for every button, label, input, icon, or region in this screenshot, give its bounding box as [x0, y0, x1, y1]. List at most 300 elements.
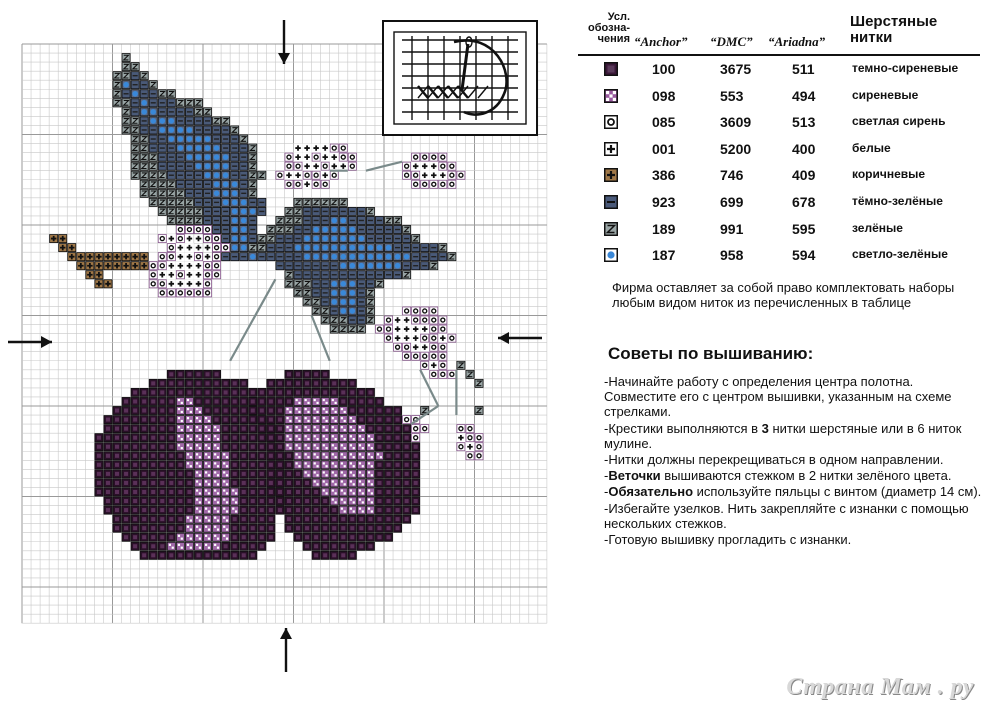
- stitch-cell: [258, 497, 266, 505]
- stitch-cell: [285, 379, 293, 387]
- stitch-cell: [158, 551, 166, 559]
- stitch-cell: [312, 407, 320, 415]
- stitch-cell: [185, 379, 193, 387]
- stitch-cell: [222, 397, 230, 405]
- stitch-cell: [204, 488, 212, 496]
- stitch-cell: [86, 271, 94, 279]
- stitch-cell: [403, 262, 411, 270]
- stitch-cell: [194, 542, 202, 550]
- stitch-cell: [475, 407, 483, 415]
- stitch-cell: [403, 316, 411, 324]
- legend-anchor-code: 189: [652, 220, 676, 237]
- stitch-cell: [249, 216, 257, 224]
- stitch-cell: [185, 497, 193, 505]
- stitch-cell: [357, 479, 365, 487]
- stitch-cell: [385, 416, 393, 424]
- stitch-cell: [167, 407, 175, 415]
- stitch-cell: [204, 189, 212, 197]
- stitch-cell: [131, 72, 139, 80]
- stitch-cell: [385, 253, 393, 261]
- stitch-cell: [385, 515, 393, 523]
- stitch-cell: [412, 506, 420, 514]
- stitch-cell: [122, 515, 130, 523]
- stitch-cell: [222, 126, 230, 134]
- stitch-cell: [158, 524, 166, 532]
- stitch-cell: [149, 108, 157, 116]
- stitch-cell: [104, 461, 112, 469]
- stitch-cell: [357, 434, 365, 442]
- stitch-cell: [394, 443, 402, 451]
- stitch-cell: [312, 379, 320, 387]
- stitch-cell: [294, 144, 302, 152]
- stitch-cell: [330, 434, 338, 442]
- stitch-cell: [213, 551, 221, 559]
- stitch-cell: [222, 533, 230, 541]
- stitch-cell: [231, 135, 239, 143]
- stitch-cell: [448, 334, 456, 342]
- stitch-cell: [312, 370, 320, 378]
- stitch-cell: [303, 452, 311, 460]
- stitch-cell: [213, 388, 221, 396]
- stitch-cell: [303, 226, 311, 234]
- stitch-cell: [140, 162, 148, 170]
- stitch-cell: [285, 171, 293, 179]
- stitch-cell: [113, 461, 121, 469]
- stitch-cell: [131, 81, 139, 89]
- stitch-cell: [204, 524, 212, 532]
- stitch-cell: [222, 497, 230, 505]
- legend-row: [572, 219, 982, 245]
- stitch-cell: [276, 452, 284, 460]
- stitch-cell: [249, 497, 257, 505]
- legend-anchor-code: 923: [652, 194, 676, 210]
- stitch-cell: [321, 452, 329, 460]
- stitch-cell: [158, 198, 166, 206]
- stitch-cell: [357, 506, 365, 514]
- stitch-cell: [167, 434, 175, 442]
- legend-color-name: светло-зелёные: [852, 247, 948, 262]
- stitch-cell: [385, 452, 393, 460]
- stitch-cell: [330, 171, 338, 179]
- stitch-cell: [222, 425, 230, 433]
- stitch-cell: [330, 461, 338, 469]
- stitch-cell: [412, 488, 420, 496]
- stitch-cell: [204, 542, 212, 550]
- stitch-cell: [267, 443, 275, 451]
- stitch-cell: [258, 533, 266, 541]
- stitch-cell: [357, 316, 365, 324]
- stitch-cell: [394, 325, 402, 333]
- stitch-cell: [294, 379, 302, 387]
- legend-divider: [578, 54, 980, 56]
- stitch-cell: [403, 416, 411, 424]
- stitch-cell: [285, 452, 293, 460]
- stitch-cell: [385, 262, 393, 270]
- stitch-cell: [303, 470, 311, 478]
- stitch-cell: [366, 271, 374, 279]
- stitch-cell: [403, 425, 411, 433]
- stitch-cell: [348, 298, 356, 306]
- stitch-cell: [321, 307, 329, 315]
- stitch-cell: [149, 379, 157, 387]
- stitch-cell: [194, 407, 202, 415]
- stitch-cell: [294, 407, 302, 415]
- stitch-cell: [312, 425, 320, 433]
- stitch-cell: [222, 135, 230, 143]
- stitch-cell: [194, 388, 202, 396]
- stitch-cell: [158, 506, 166, 514]
- stitch-cell: [240, 479, 248, 487]
- stitch-cell: [131, 506, 139, 514]
- stitch-cell: [131, 407, 139, 415]
- stitch-cell: [158, 99, 166, 107]
- stitch-cell: [185, 235, 193, 243]
- stitch-cell: [412, 461, 420, 469]
- stitch-cell: [95, 443, 103, 451]
- stitch-cell: [131, 443, 139, 451]
- legend-dmc-code: 699: [720, 194, 744, 210]
- stitch-cell: [176, 271, 184, 279]
- legend-symbol-header: Усл. обозна- чения: [588, 11, 630, 45]
- stitch-cell: [303, 497, 311, 505]
- stitch-cell: [176, 407, 184, 415]
- stitch-cell: [330, 289, 338, 297]
- arrow-left-icon: [8, 336, 52, 348]
- stitch-cell: [439, 370, 447, 378]
- stitch-cell: [366, 488, 374, 496]
- stitch-cell: [312, 271, 320, 279]
- stitch-cell: [348, 443, 356, 451]
- stitch-cell: [339, 551, 347, 559]
- stitch-cell: [213, 135, 221, 143]
- stitch-cell: [140, 81, 148, 89]
- stitch-cell: [412, 262, 420, 270]
- stitch-cell: [321, 379, 329, 387]
- stitch-cell: [86, 253, 94, 261]
- legend-anchor-code: 085: [652, 114, 676, 131]
- stitch-cell: [294, 289, 302, 297]
- stitch-cell: [466, 452, 474, 460]
- stitch-cell: [213, 144, 221, 152]
- stitch-cell: [294, 533, 302, 541]
- stitch-cell: [149, 425, 157, 433]
- site-watermark: Страна Мам . ру: [786, 674, 974, 700]
- stitch-cell: [185, 226, 193, 234]
- stitch-cell: [294, 262, 302, 270]
- stitch-cell: [312, 180, 320, 188]
- stitch-cell: [258, 452, 266, 460]
- stitch-cell: [403, 461, 411, 469]
- stitch-cell: [185, 108, 193, 116]
- stitch-cell: [339, 397, 347, 405]
- stitch-cell: [330, 542, 338, 550]
- legend-row: [572, 86, 982, 112]
- stitch-cell: [185, 461, 193, 469]
- stitch-cell: [131, 416, 139, 424]
- stitch-cell: [448, 370, 456, 378]
- stitch-cell: [194, 479, 202, 487]
- stitch-cell: [176, 506, 184, 514]
- stitch-cell: [394, 262, 402, 270]
- stitch-cell: [303, 379, 311, 387]
- stitch-cell: [339, 325, 347, 333]
- stitch-cell: [140, 117, 148, 125]
- stitch-cell: [285, 407, 293, 415]
- legend-ariadna-code: 678: [792, 194, 816, 210]
- stitch-cell: [176, 443, 184, 451]
- stitch-cell: [267, 524, 275, 532]
- stitch-cell: [339, 289, 347, 297]
- stitch-cell: [348, 533, 356, 541]
- stitch-cell: [421, 425, 429, 433]
- stitch-cell: [303, 397, 311, 405]
- stitch-cell: [131, 153, 139, 161]
- stitch-cell: [167, 443, 175, 451]
- stitch-cell: [394, 216, 402, 224]
- stitch-cell: [95, 452, 103, 460]
- stitch-cell: [204, 470, 212, 478]
- stitch-cell: [167, 388, 175, 396]
- stitch-cell: [276, 443, 284, 451]
- stitch-cell: [339, 244, 347, 252]
- legend-anchor-code: 187: [652, 247, 676, 264]
- stitch-cell: [348, 244, 356, 252]
- stitch-cell: [285, 515, 293, 523]
- stitch-cell: [176, 289, 184, 297]
- stitch-cell: [285, 470, 293, 478]
- stitch-cell: [222, 117, 230, 125]
- stitch-cell: [403, 434, 411, 442]
- stitch-cell: [421, 244, 429, 252]
- stitch-cell: [403, 497, 411, 505]
- stitch-cell: [421, 343, 429, 351]
- stitch-cell: [267, 497, 275, 505]
- stitch-cell: [240, 452, 248, 460]
- stitch-cell: [176, 533, 184, 541]
- stitch-cell: [213, 488, 221, 496]
- stitch-cell: [104, 253, 112, 261]
- stitch-cell: [375, 416, 383, 424]
- stitch-cell: [204, 497, 212, 505]
- stitch-cell: [222, 180, 230, 188]
- stitch-cell: [357, 425, 365, 433]
- stitch-cell: [131, 262, 139, 270]
- stitch-cell: [321, 497, 329, 505]
- stitch-cell: [140, 479, 148, 487]
- stitch-cell: [330, 253, 338, 261]
- stitch-cell: [339, 198, 347, 206]
- stitch-cell: [213, 198, 221, 206]
- stitch-cell: [276, 235, 284, 243]
- stitch-cell: [194, 470, 202, 478]
- stitch-cell: [303, 244, 311, 252]
- stitch-cell: [204, 171, 212, 179]
- stitch-cell: [185, 144, 193, 152]
- stitch-cell: [68, 244, 76, 252]
- stitch-cell: [140, 416, 148, 424]
- stitch-cell: [122, 416, 130, 424]
- stitch-cell: [385, 506, 393, 514]
- legend-ariadna-code: 400: [792, 140, 816, 157]
- stitch-cell: [285, 497, 293, 505]
- stitch-cell: [149, 162, 157, 170]
- stitch-cell: [222, 542, 230, 550]
- stitch-cell: [348, 488, 356, 496]
- stitch-cell: [475, 379, 483, 387]
- stitch-cell: [204, 253, 212, 261]
- stitch-cell: [366, 524, 374, 532]
- stitch-cell: [149, 407, 157, 415]
- stitch-cell: [294, 216, 302, 224]
- stitch-cell: [240, 397, 248, 405]
- stitch-cell: [240, 506, 248, 514]
- stitch-cell: [167, 253, 175, 261]
- stitch-cell: [213, 262, 221, 270]
- stitch-cell: [339, 207, 347, 215]
- stitch-cell: [276, 216, 284, 224]
- stitch-cell: [194, 443, 202, 451]
- stitch-cell: [240, 226, 248, 234]
- legend-ariadna-code: 594: [792, 247, 816, 264]
- legend-wool-header: Шерстяные нитки: [850, 13, 938, 46]
- stitch-cell: [167, 189, 175, 197]
- legend-row: [572, 192, 982, 218]
- stitch-cell: [348, 207, 356, 215]
- stitch-cell: [357, 262, 365, 270]
- stitch-cell: [194, 99, 202, 107]
- stitch-cell: [158, 144, 166, 152]
- stitch-cell: [285, 506, 293, 514]
- stitch-cell: [176, 379, 184, 387]
- stitch-cell: [149, 443, 157, 451]
- stitch-cell: [276, 461, 284, 469]
- stitch-cell: [176, 162, 184, 170]
- stitch-cell: [375, 434, 383, 442]
- legend-dmc-code: 5200: [720, 140, 752, 157]
- stitch-cell: [149, 153, 157, 161]
- stitch-cell: [321, 298, 329, 306]
- stitch-cell: [158, 253, 166, 261]
- stitch-cell: [194, 235, 202, 243]
- stitch-cell: [222, 515, 230, 523]
- stitch-cell: [122, 397, 130, 405]
- stitch-cell: [204, 235, 212, 243]
- stitch-cell: [240, 144, 248, 152]
- stitch-cell: [403, 506, 411, 514]
- stitch-cell: [258, 470, 266, 478]
- legend-dmc-code: 3609: [720, 114, 752, 131]
- stitch-cell: [330, 379, 338, 387]
- stitch-cell: [140, 108, 148, 116]
- stitch-cell: [176, 126, 184, 134]
- stitch-cell: [122, 108, 130, 116]
- stitch-cell: [294, 388, 302, 396]
- stitch-cell: [140, 434, 148, 442]
- stitch-cell: [249, 524, 257, 532]
- stitch-cell: [385, 226, 393, 234]
- stitch-cell: [403, 470, 411, 478]
- legend-anchor-code: 001: [652, 140, 676, 157]
- dash-square-icon: [604, 195, 618, 209]
- stitch-cell: [149, 126, 157, 134]
- stitch-cell: [430, 153, 438, 161]
- stitch-cell: [167, 425, 175, 433]
- stitch-cell: [421, 325, 429, 333]
- stitch-cell: [303, 488, 311, 496]
- legend-anchor-code: 386: [652, 167, 676, 184]
- stitch-cell: [86, 262, 94, 270]
- stitch-cell: [176, 488, 184, 496]
- stitch-cell: [140, 135, 148, 143]
- stitch-cell: [357, 470, 365, 478]
- stitch-cell: [339, 298, 347, 306]
- stitch-cell: [185, 135, 193, 143]
- stitch-cell: [167, 171, 175, 179]
- stitch-cell: [167, 216, 175, 224]
- stitch-cell: [176, 198, 184, 206]
- stitch-cell: [339, 407, 347, 415]
- stitch-cell: [330, 307, 338, 315]
- stitch-cell: [357, 216, 365, 224]
- stitch-cell: [357, 289, 365, 297]
- stitch-cell: [348, 416, 356, 424]
- stitch-cell: [321, 515, 329, 523]
- stitch-cell: [276, 488, 284, 496]
- arrow-bottom-icon: [280, 628, 292, 672]
- stitch-cell: [466, 425, 474, 433]
- stitch-cell: [385, 470, 393, 478]
- stitch-cell: [457, 171, 465, 179]
- stitch-cell: [412, 171, 420, 179]
- stitch-cell: [185, 542, 193, 550]
- stitch-cell: [194, 180, 202, 188]
- stitch-cell: [312, 162, 320, 170]
- stitch-cell: [113, 506, 121, 514]
- stitch-cell: [176, 280, 184, 288]
- stitch-cell: [457, 443, 465, 451]
- stitch-cell: [131, 425, 139, 433]
- stitch-cell: [258, 207, 266, 215]
- stitch-cell: [339, 153, 347, 161]
- stitch-cell: [348, 515, 356, 523]
- stitch-cell: [194, 370, 202, 378]
- stitch-cell: [158, 108, 166, 116]
- stitch-cell: [122, 506, 130, 514]
- stitch-cell: [303, 298, 311, 306]
- stitch-cell: [348, 407, 356, 415]
- stitch-cell: [249, 235, 257, 243]
- stitch-cell: [167, 235, 175, 243]
- stitch-cell: [222, 452, 230, 460]
- stitch-cell: [158, 470, 166, 478]
- stitch-cell: [149, 388, 157, 396]
- stitch-cell: [394, 434, 402, 442]
- stitch-cell: [249, 397, 257, 405]
- stitch-cell: [321, 171, 329, 179]
- stitch-cell: [294, 226, 302, 234]
- stitch-cell: [394, 506, 402, 514]
- stitch-cell: [267, 407, 275, 415]
- stitch-cell: [385, 479, 393, 487]
- stitch-cell: [321, 153, 329, 161]
- stitch-cell: [339, 162, 347, 170]
- stitch-cell: [149, 470, 157, 478]
- stitch-cell: [213, 244, 221, 252]
- stitch-cell: [213, 216, 221, 224]
- stitch-cell: [294, 434, 302, 442]
- stitch-cell: [222, 551, 230, 559]
- stitch-cell: [330, 271, 338, 279]
